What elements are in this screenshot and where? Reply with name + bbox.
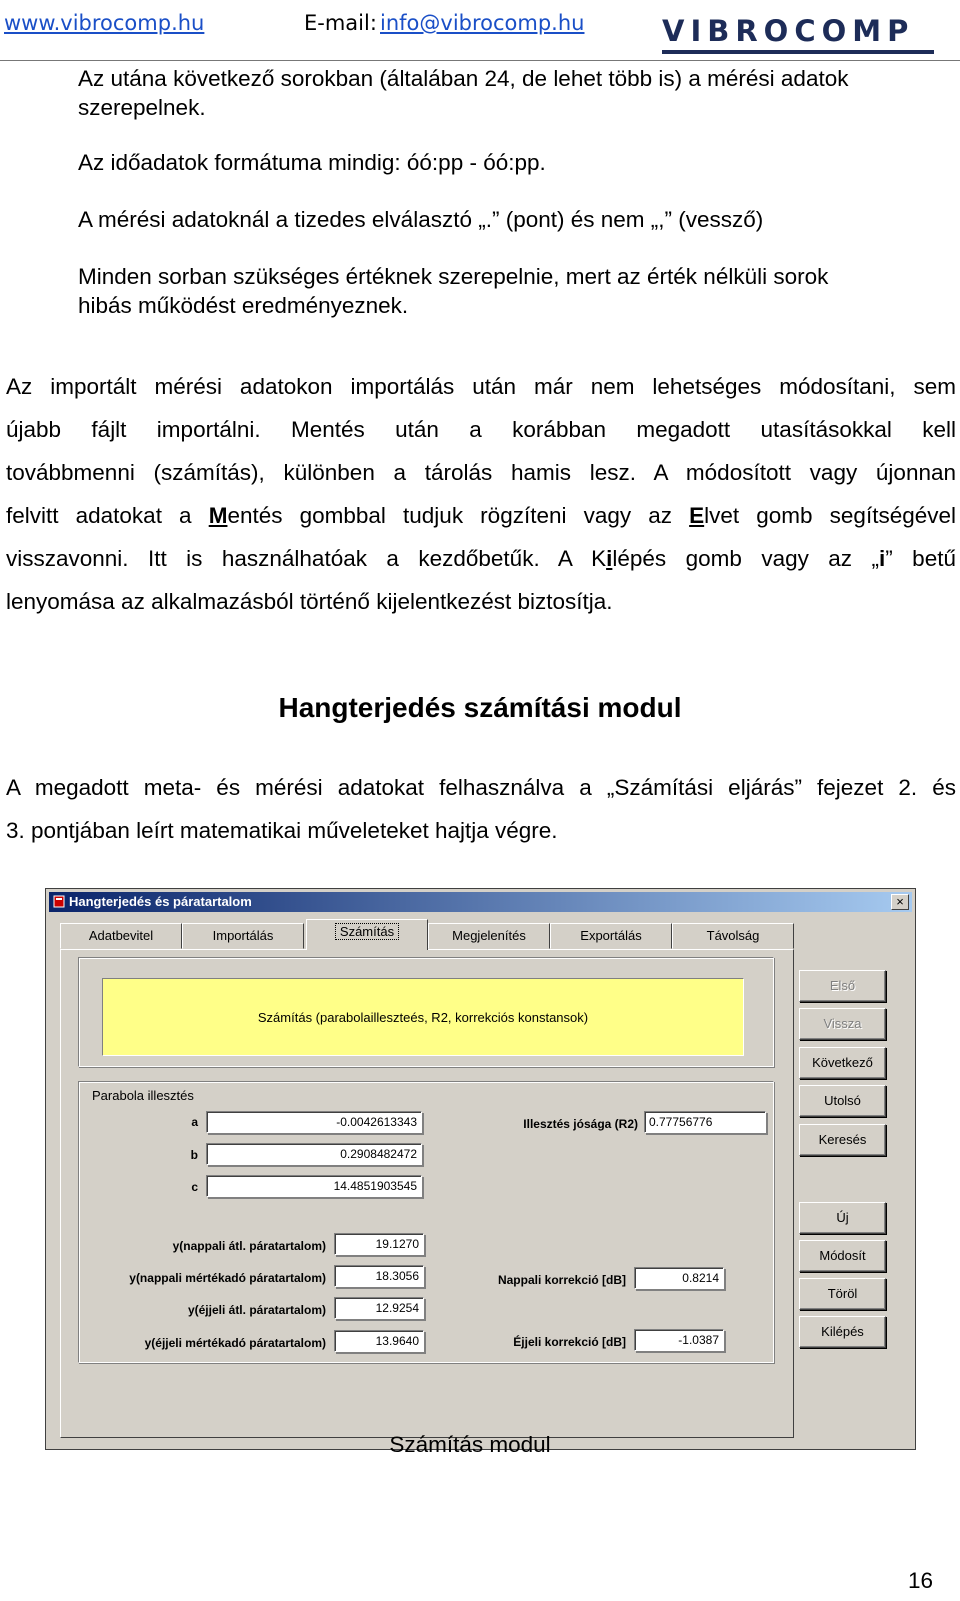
bold-letter: i	[878, 546, 886, 571]
exit-button[interactable]: Kilépés	[799, 1316, 886, 1348]
tab-label: Adatbevitel	[88, 928, 154, 943]
text-run: lépés gomb vagy az „	[612, 546, 879, 571]
section-title: Hangterjedés számítási modul	[278, 692, 682, 723]
vibrocomp-logo	[662, 14, 934, 54]
modify-button[interactable]: Módosít	[799, 1240, 886, 1272]
app-icon	[53, 895, 65, 908]
email-label: E-mail:	[304, 11, 377, 35]
email-link[interactable]: info@vibrocomp.hu	[380, 11, 585, 35]
text-run: ” betű	[885, 546, 956, 571]
search-button[interactable]: Keresés	[799, 1124, 886, 1156]
close-icon[interactable]: ×	[891, 894, 909, 910]
group-label: Parabola illesztés	[92, 1088, 194, 1103]
tab-label: Megjelenítés	[452, 928, 526, 943]
calculation-banner	[102, 978, 744, 1056]
next-button[interactable]: Következő	[799, 1047, 886, 1079]
y-night-avg-label: y(éjjeli átl. páratartalom)	[187, 1303, 326, 1317]
first-button[interactable]: Első	[799, 970, 886, 1002]
paragraph-line: A megadott meta- és mérési adatokat felhasználva a „Számítási eljárás” fejezet 2. és	[6, 775, 956, 800]
day-correction-field[interactable]: 0.8214	[634, 1267, 724, 1289]
paragraph-line: Az utána következő sorokban (általában 24, de lehet több is) a mérési adatok	[78, 66, 849, 91]
paragraph-line: Minden sorban szükséges értéknek szerepelnie, mert az érték nélküli sorok	[78, 264, 829, 289]
b-coefficient-field[interactable]: 0.2908482472	[206, 1143, 422, 1165]
tab-exportalas[interactable]	[550, 923, 672, 949]
field-label-a: a	[191, 1115, 198, 1129]
tab-label: Importálás	[212, 928, 274, 943]
y-day-rated-label: y(nappali mértékadó páratartalom)	[129, 1271, 326, 1285]
paragraph-line: szerepelnek.	[78, 95, 206, 120]
paragraph-line: 3. pontjában leírt matematikai műveleteket hajtja végre.	[6, 818, 558, 843]
last-button[interactable]: Utolsó	[799, 1085, 886, 1117]
tab-label: Exportálás	[580, 928, 642, 943]
new-button[interactable]: Új	[799, 1202, 886, 1234]
paragraph-line: Az időadatok formátuma mindig: óó:pp - óó:pp.	[78, 150, 546, 175]
tab-label: Távolság	[706, 928, 760, 943]
window-title: Hangterjedés és páratartalom	[69, 894, 252, 909]
a-coefficient-field[interactable]: -0.0042613343	[206, 1111, 422, 1133]
page-header	[0, 0, 960, 62]
field-label-c: c	[191, 1180, 198, 1194]
paragraph-line: újabb fájlt importálni. Mentés után a korábban megadott utasításokkal kell	[6, 417, 956, 442]
app-window	[45, 888, 916, 1450]
night-correction-field[interactable]: -1.0387	[634, 1329, 724, 1351]
logo-text: VIBROCOMP	[662, 14, 915, 48]
underlined-letter: M	[208, 503, 228, 528]
paragraph-line: A mérési adatoknál a tizedes elválasztó „.” (pont) és nem „,” (vessző)	[78, 207, 764, 232]
y-night-rated-label: y(éjjeli mértékadó páratartalom)	[144, 1336, 326, 1350]
c-coefficient-field[interactable]: 14.4851903545	[206, 1175, 422, 1197]
tab-label: Számítás	[335, 923, 399, 940]
text-run: entés gombbal tudjuk rögzíteni vagy az	[227, 503, 690, 528]
text-run: lvet gomb segítségével	[704, 503, 956, 528]
r2-field[interactable]: 0.77756776	[644, 1111, 766, 1133]
tab-importalas[interactable]	[182, 923, 304, 949]
tab-szamitas[interactable]	[306, 919, 428, 950]
header-divider	[0, 60, 960, 61]
y-day-rated-field[interactable]: 18.3056	[334, 1265, 424, 1287]
r2-label: Illesztés jósága (R2)	[523, 1117, 638, 1131]
y-day-avg-field[interactable]: 19.1270	[334, 1233, 424, 1255]
day-correction-label: Nappali korrekció [dB]	[497, 1273, 626, 1287]
paragraph-line: Az importált mérési adatokon importálás után már nem lehetséges módosítani, sem	[6, 374, 956, 399]
website-link[interactable]: www.vibrocomp.hu	[4, 11, 205, 35]
text-run: visszavonni. Itt is használhatóak a kezdőbetűk. A K	[6, 546, 607, 571]
paragraph-line	[6, 494, 956, 537]
tab-megjelenites[interactable]	[428, 923, 550, 949]
figure-caption: Számítás modul	[389, 1432, 551, 1457]
underlined-letter: E	[689, 503, 705, 528]
text-run: felvitt adatokat a	[6, 503, 209, 528]
underlined-letter: i	[606, 546, 613, 571]
paragraph-line: lenyomása az alkalmazásból történő kijelentkezést biztosítja.	[6, 589, 613, 614]
night-correction-label: Éjjeli korrekció [dB]	[513, 1335, 626, 1349]
tab-adatbevitel[interactable]	[60, 923, 182, 949]
banner-text: Számítás (parabolailleszteés, R2, korrekciós konstansok)	[257, 1009, 589, 1025]
logo-underline	[662, 50, 934, 54]
y-night-rated-field[interactable]: 13.9640	[334, 1330, 424, 1352]
back-button[interactable]: Vissza	[799, 1008, 886, 1040]
window-titlebar	[49, 892, 912, 912]
y-night-avg-field[interactable]: 12.9254	[334, 1297, 424, 1319]
paragraph-line	[6, 537, 956, 580]
paragraph-line: hibás működést eredményeznek.	[78, 293, 409, 318]
delete-button[interactable]: Töröl	[799, 1278, 886, 1310]
y-day-avg-label: y(nappali átl. páratartalom)	[172, 1239, 326, 1253]
tab-tavolsag[interactable]	[672, 923, 794, 949]
paragraph-line: továbbmenni (számítás), különben a tárolás hamis lesz. A módosított vagy újonnan	[6, 460, 956, 485]
page-number: 16	[908, 1568, 934, 1593]
field-label-b: b	[190, 1148, 198, 1162]
